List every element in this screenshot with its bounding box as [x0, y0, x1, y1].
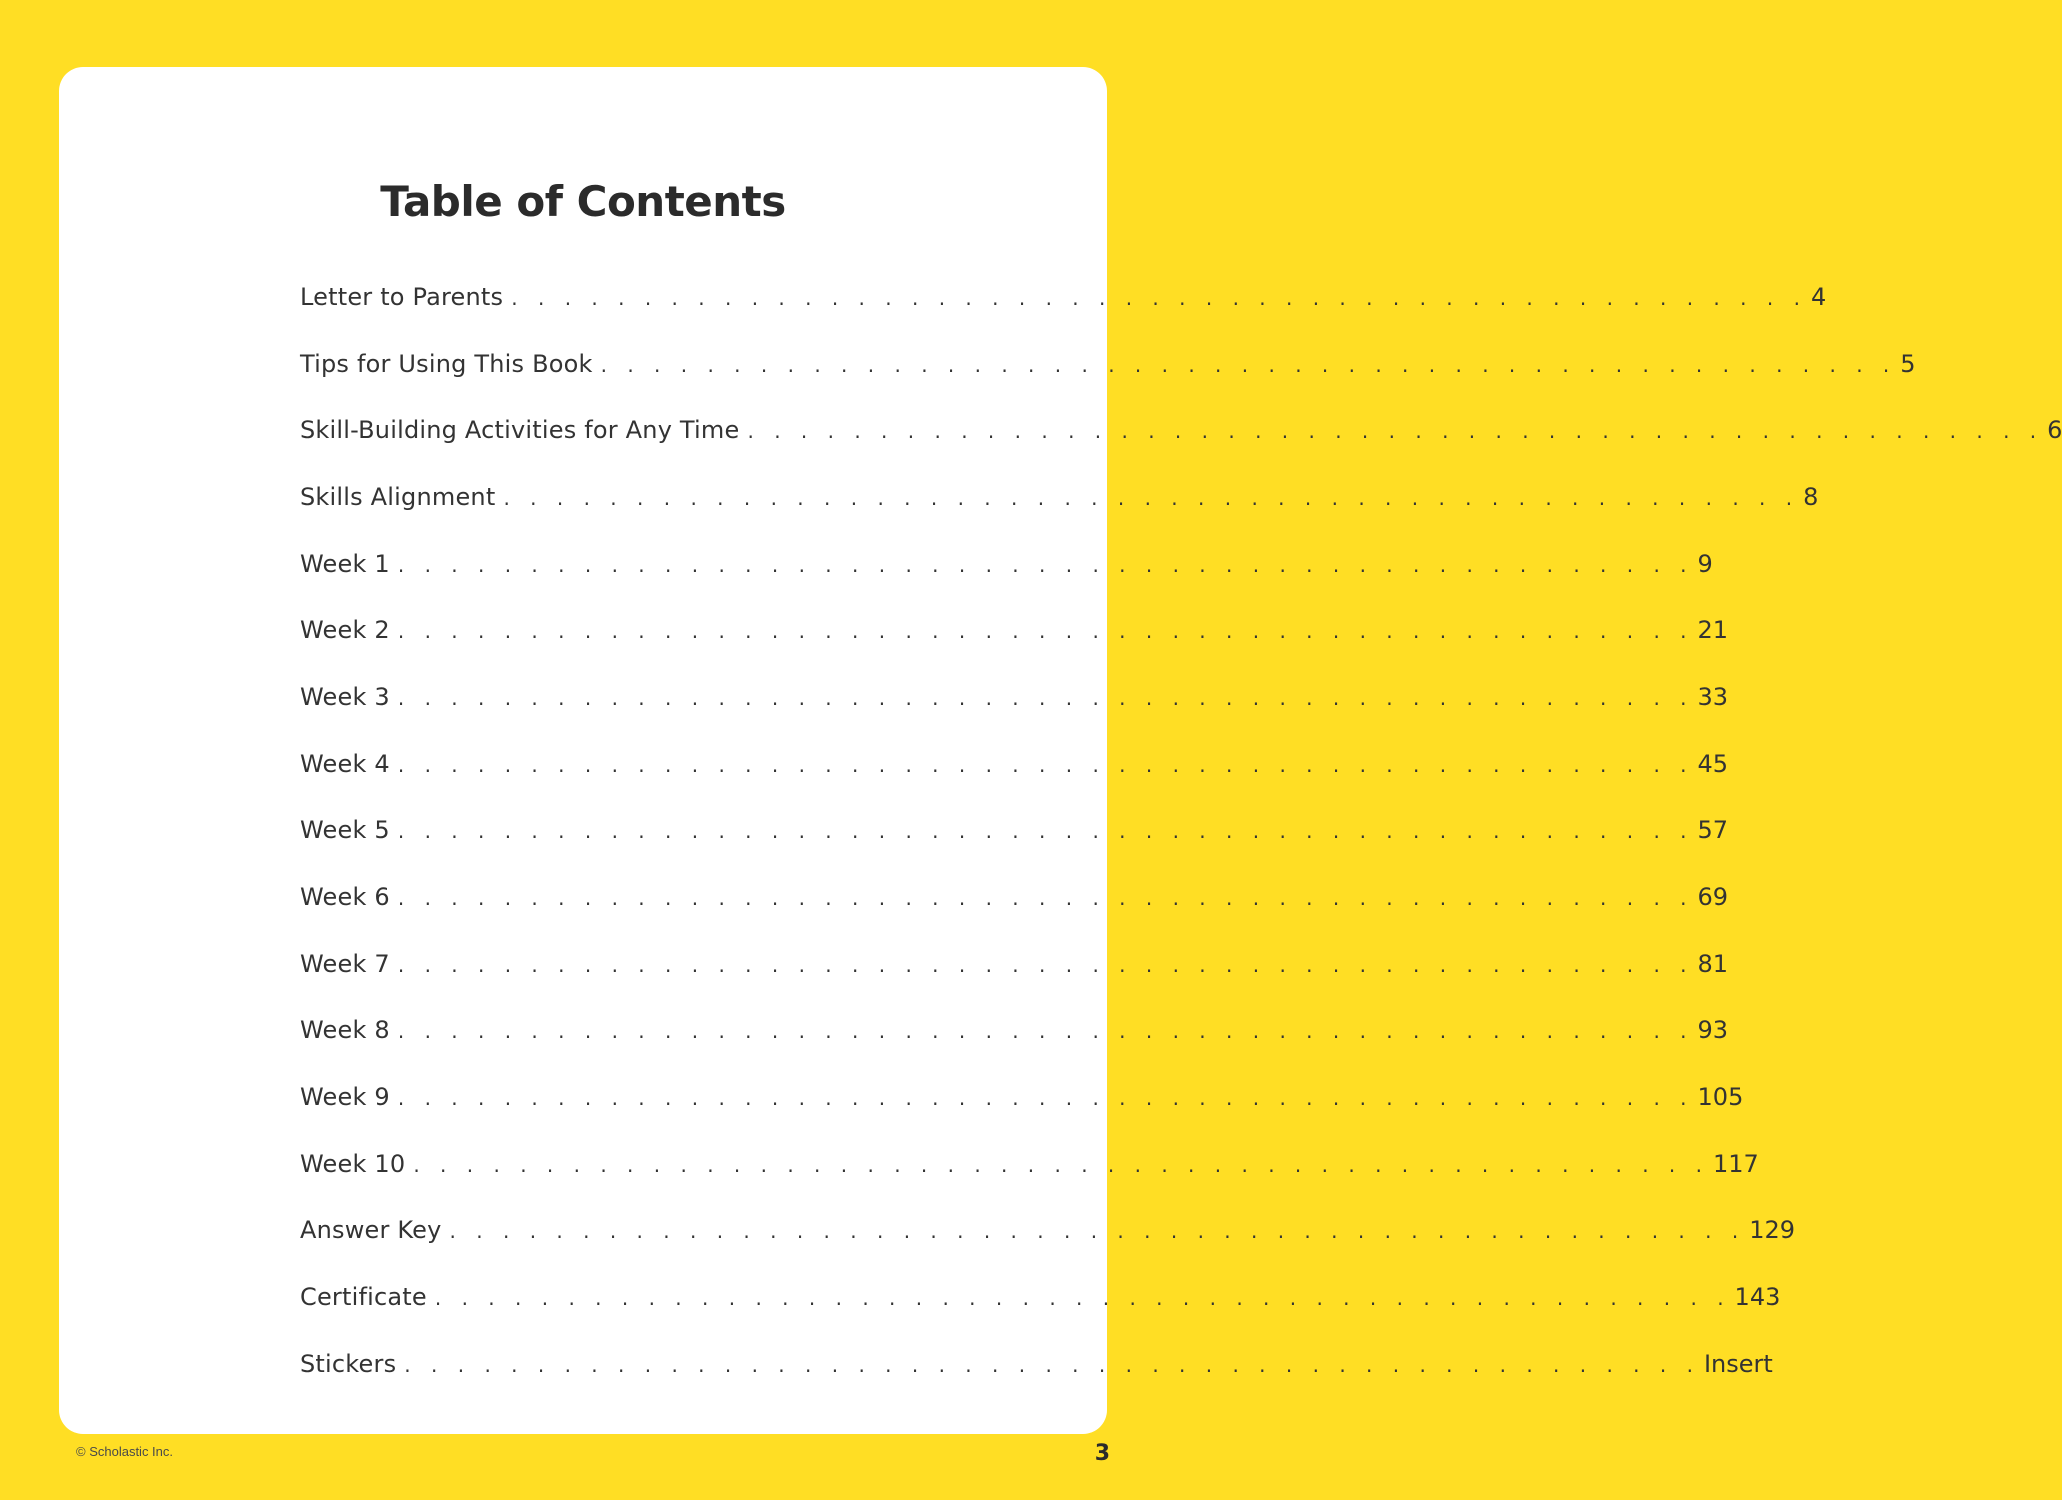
toc-entry-page: 8 [1803, 482, 1819, 511]
toc-entry[interactable] [300, 605, 1729, 672]
toc-entry-page: 117 [1713, 1149, 1759, 1178]
toc-entry-page: 45 [1697, 749, 1729, 778]
toc-entry[interactable] [300, 939, 1729, 1006]
toc-entry-label: Week 7 [300, 949, 390, 978]
toc-entry-label: Skill-Building Activities for Any Time [300, 416, 740, 445]
toc-entry-label: Week 10 [300, 1149, 406, 1178]
toc-entry[interactable] [300, 472, 1819, 539]
toc-leader-dots: . . . . . . . . . . . . . . . . . . . . . . . . . . . . . . . . . . . . . . . . . . . . . . . . . [600, 352, 1897, 377]
toc-entry-page: 33 [1697, 682, 1729, 711]
toc-leader-dots: . . . . . . . . . . . . . . . . . . . . . . . . . . . . . . . . . . . . . . . . . . . . . . . . . [397, 1019, 1694, 1044]
content-card [59, 67, 2062, 1434]
toc-entry-page: 129 [1749, 1216, 1796, 1245]
toc-entry[interactable] [300, 1205, 1796, 1272]
page-number: 3 [1094, 1441, 1110, 1466]
toc-entry[interactable] [300, 872, 1729, 939]
toc-leader-dots: . . . . . . . . . . . . . . . . . . . . . . . . . . . . . . . . . . . . . . . . . . . . . . . . . [397, 952, 1694, 977]
toc-entry-page: 4 [1810, 283, 1827, 311]
toc-entry[interactable] [300, 405, 2062, 472]
toc-entry[interactable] [300, 339, 1916, 406]
toc-entry-label: Stickers [300, 1349, 397, 1378]
toc-entry-label: Certificate [300, 1282, 427, 1311]
toc-entry-label: Week 3 [300, 682, 390, 711]
toc-entry[interactable] [300, 1339, 1773, 1406]
toc-entry-page: 21 [1697, 616, 1729, 645]
toc-entry-label: Skills Alignment [300, 482, 496, 511]
toc-entry-label: Answer Key [300, 1216, 442, 1245]
toc-leader-dots: . . . . . . . . . . . . . . . . . . . . . . . . . . . . . . . . . . . . . . . . . . . . . . . . . [397, 685, 1694, 710]
toc-leader-dots: . . . . . . . . . . . . . . . . . . . . . . . . . . . . . . . . . . . . . . . . . . . . . . . . . [434, 1285, 1731, 1310]
toc-entry-label: Week 5 [300, 816, 390, 845]
toc-leader-dots: . . . . . . . . . . . . . . . . . . . . . . . . . . . . . . . . . . . . . . . . . . . . . . . . . [397, 552, 1694, 577]
toc-leader-dots: . . . . . . . . . . . . . . . . . . . . . . . . . . . . . . . . . . . . . . . . . . . . . . . . . [397, 885, 1694, 910]
toc-leader-dots: . . . . . . . . . . . . . . . . . . . . . . . . . . . . . . . . . . . . . . . . . . . . . . . . . [397, 752, 1694, 777]
toc-entry-page: 57 [1697, 816, 1729, 845]
toc-leader-dots: . . . . . . . . . . . . . . . . . . . . . . . . . . . . . . . . . . . . . . . . . . . . . . . . . [413, 1152, 1709, 1177]
toc-entry-page: 5 [1900, 349, 1916, 378]
toc-entry-page: 6 [2047, 416, 2062, 445]
toc-leader-dots: . . . . . . . . . . . . . . . . . . . . . . . . . . . . . . . . . . . . . . . . . . . . . . . . . [404, 1352, 1700, 1377]
toc-leader-dots: . . . . . . . . . . . . . . . . . . . . . . . . . . . . . . . . . . . . . . . . . . . . . . . . . [747, 419, 2044, 444]
toc-entry-label: Week 1 [300, 549, 390, 578]
toc-entry[interactable] [300, 272, 1827, 339]
toc-entry-page: 81 [1697, 949, 1729, 978]
toc-leader-dots: . . . . . . . . . . . . . . . . . . . . . . . . . . . . . . . . . . . . . . . . . . . . . . . . . [397, 619, 1694, 644]
toc-entry[interactable] [300, 672, 1729, 739]
toc-entry-label: Week 2 [300, 616, 390, 645]
toc-entry-label: Week 9 [300, 1082, 390, 1111]
page-title: Table of Contents [380, 177, 786, 226]
toc-entry-page: 69 [1697, 882, 1729, 911]
toc-entry[interactable] [300, 1005, 1729, 1072]
toc-entry-page: 143 [1734, 1282, 1781, 1311]
toc-leader-dots: . . . . . . . . . . . . . . . . . . . . . . . . . . . . . . . . . . . . . . . . . . . . . . . . . [449, 1219, 1746, 1244]
toc-entry[interactable] [300, 739, 1729, 806]
toc-entry[interactable] [300, 1139, 1759, 1206]
toc-entry-label: Letter to Parents [300, 283, 504, 311]
table-of-contents [300, 272, 2062, 1405]
toc-entry-page: 9 [1697, 549, 1713, 578]
toc-entry[interactable] [300, 1272, 1781, 1339]
toc-entry-page: 105 [1697, 1082, 1744, 1111]
toc-leader-dots: . . . . . . . . . . . . . . . . . . . . . . . . . . . . . . . . . . . . . . . . . . . . . . . . . [511, 286, 1807, 310]
copyright-notice: © Scholastic Inc. [76, 1444, 174, 1459]
toc-entry-page: 93 [1697, 1016, 1729, 1045]
toc-leader-dots: . . . . . . . . . . . . . . . . . . . . . . . . . . . . . . . . . . . . . . . . . . . . . . . . . [503, 485, 1800, 510]
toc-entry-label: Week 4 [300, 749, 390, 778]
toc-leader-dots: . . . . . . . . . . . . . . . . . . . . . . . . . . . . . . . . . . . . . . . . . . . . . . . . . [397, 1085, 1694, 1110]
toc-entry-label: Tips for Using This Book [300, 349, 593, 378]
toc-entry[interactable] [300, 539, 1713, 606]
toc-entry[interactable] [300, 1072, 1744, 1139]
toc-entry-label: Week 8 [300, 1016, 390, 1045]
toc-entry[interactable] [300, 805, 1729, 872]
toc-entry-page: Insert [1703, 1349, 1773, 1378]
toc-entry-label: Week 6 [300, 882, 390, 911]
toc-leader-dots: . . . . . . . . . . . . . . . . . . . . . . . . . . . . . . . . . . . . . . . . . . . . . . . . . [397, 819, 1694, 844]
